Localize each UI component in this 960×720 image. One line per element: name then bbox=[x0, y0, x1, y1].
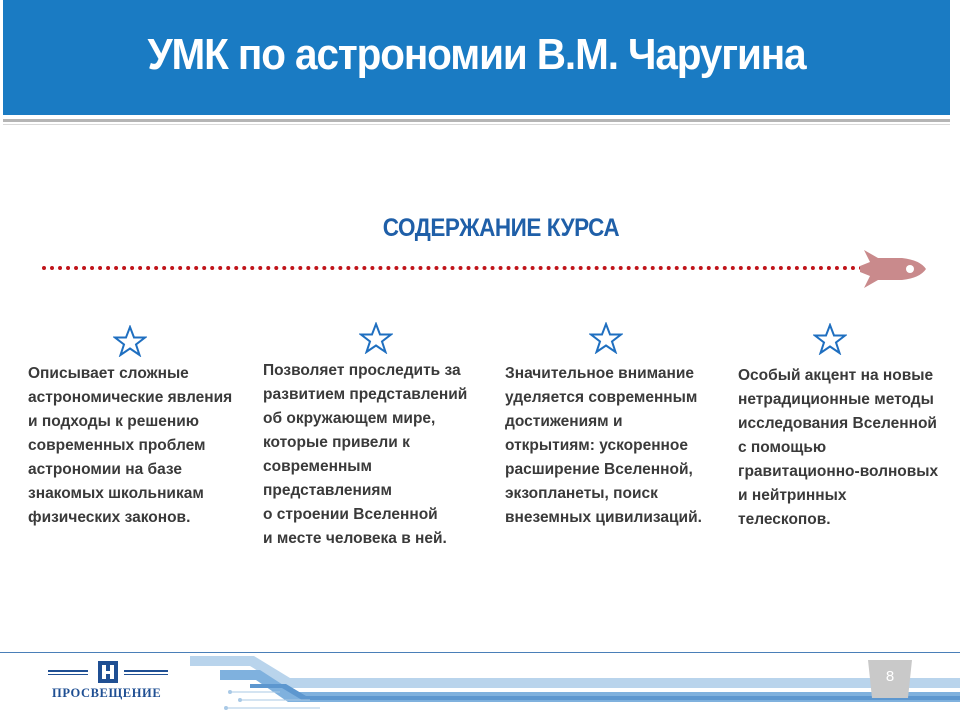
timeline-dotted-line bbox=[42, 266, 872, 270]
feature-text-3: Значительное внимание уделяется современным достижениям и открытиям: ускоренное расширение Вселенной, экзопланеты, поиск внеземных цивилизаций. bbox=[505, 365, 702, 526]
prosveshchenie-logo-icon bbox=[48, 658, 168, 686]
title-banner bbox=[3, 0, 950, 115]
star-icon bbox=[359, 322, 393, 354]
star-icon bbox=[589, 322, 623, 354]
section-title: СОДЕРЖАНИЕ КУРСА bbox=[382, 214, 620, 242]
header-divider bbox=[3, 119, 950, 122]
page-number: 8 bbox=[885, 668, 895, 685]
footer-decoration bbox=[190, 652, 960, 720]
header-divider-thin bbox=[3, 124, 950, 125]
feature-text-4: Особый акцент на новые нетрадиционные методы исследования Вселенной с помощью гравитационно-волновых и нейтринных телескопов. bbox=[738, 367, 939, 528]
feature-text-1: Описывает сложные астрономические явления и подходы к решению современных проблем астрономии на базе знакомых школьникам физических законов. bbox=[28, 365, 233, 526]
star-icon bbox=[813, 323, 847, 355]
star-icon bbox=[113, 325, 147, 357]
feature-text-2: Позволяет проследить за развитием представлений об окружающем мире, которые привели к современным представлениям о строении Вселенной и месте человека в ней. bbox=[263, 362, 468, 547]
page-title: УМК по астрономии В.М. Чаругина bbox=[147, 30, 806, 79]
rocket-icon bbox=[858, 246, 930, 292]
publisher-brand: ПРОСВЕЩЕНИЕ bbox=[52, 686, 162, 700]
